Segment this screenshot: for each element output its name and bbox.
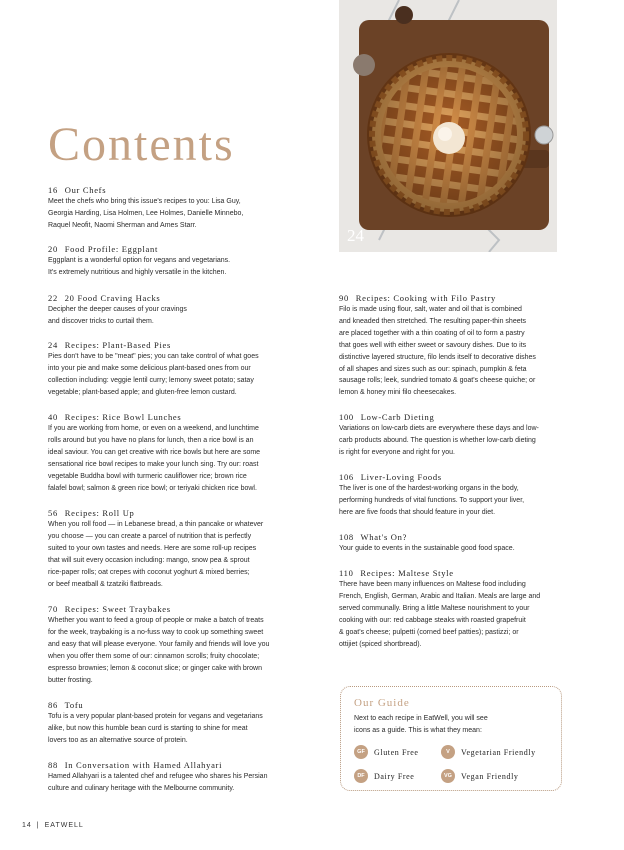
entry-heading: Recipes: Rice Bowl Lunches bbox=[64, 412, 182, 422]
entry-heading: 20 Food Craving Hacks bbox=[64, 293, 161, 303]
photo-page-number: 24 bbox=[347, 226, 364, 245]
guide-item-label: Gluten Free bbox=[374, 747, 419, 757]
entry-heading: Recipes: Roll Up bbox=[64, 508, 135, 518]
toc-entry[interactable] bbox=[339, 292, 589, 399]
entry-number: 86 bbox=[48, 700, 58, 710]
toc-entry[interactable] bbox=[48, 603, 298, 686]
entry-description: Pies don't have to be "meat" pies; you can take control of what goes into your pie and make some delicious plant-based ones from our collection including: veggie lentil curry; lemony sweet potato; satay vegetable; plant-based apple; and gluten-free lemon custard. bbox=[48, 353, 259, 396]
guide-item-label: Dairy Free bbox=[374, 771, 415, 781]
guide-description: Next to each recipe in EatWell, you will see icons as a guide. This is what they mean: bbox=[354, 715, 488, 734]
entry-description: Eggplant is a wonderful option for vegans and vegetarians. It's extremely nutritious and highly versatile in the kitchen. bbox=[48, 257, 231, 276]
guide-item-vegetarian-friendly bbox=[441, 745, 536, 759]
entry-description: The liver is one of the hardest-working organs in the body, performing hundreds of vital functions. To support your liver, here are five foods that should feature in your diet. bbox=[339, 485, 525, 516]
toc-entry[interactable] bbox=[339, 411, 589, 459]
guide-item-label: Vegan Friendly bbox=[461, 771, 519, 781]
guide-item-label: Vegetarian Friendly bbox=[461, 747, 536, 757]
entry-heading: Food Profile: Eggplant bbox=[64, 244, 159, 254]
entry-heading: Recipes: Cooking with Filo Pastry bbox=[355, 293, 496, 303]
guide-title: Our Guide bbox=[354, 697, 410, 709]
entry-number: 108 bbox=[339, 532, 354, 542]
entry-heading: In Conversation with Hamed Allahyari bbox=[64, 760, 223, 770]
entry-number: 20 bbox=[48, 244, 58, 254]
toc-entry[interactable] bbox=[339, 471, 589, 519]
entry-description: Decipher the deeper causes of your cravings and discover tricks to curtail them. bbox=[48, 306, 187, 325]
pie-photo bbox=[339, 0, 557, 252]
entry-heading: Tofu bbox=[64, 700, 84, 710]
guide-item-vegan-friendly bbox=[441, 769, 519, 783]
entry-number: 90 bbox=[339, 293, 349, 303]
entry-description: If you are working from home, or even on a weekend, and lunchtime rolls around but you have no plans for lunch, then a rice bowl is an ideal saviour. You can get creative with rice bowls but here are some sensational rice bowl recipes to make your lunch sing. Try our: roast vegetable Buddha bowl with turmeric cauliflower rice; brown rice falafel bowl; salmon & green rice bowl; or teriyaki chicken rice bowl. bbox=[48, 425, 261, 492]
entry-number: 16 bbox=[48, 185, 58, 195]
toc-entry[interactable] bbox=[48, 699, 298, 747]
entry-heading: Recipes: Sweet Traybakes bbox=[64, 604, 171, 614]
toc-entry[interactable] bbox=[48, 339, 298, 399]
toc-entry[interactable] bbox=[339, 531, 589, 555]
entry-number: 24 bbox=[48, 340, 58, 350]
vegan-icon: VG bbox=[441, 769, 455, 783]
entry-number: 70 bbox=[48, 604, 58, 614]
entry-number: 88 bbox=[48, 760, 58, 770]
page-number: 14 bbox=[22, 822, 32, 829]
toc-entry[interactable] bbox=[48, 292, 298, 328]
entry-heading: Recipes: Plant-Based Pies bbox=[64, 340, 171, 350]
gluten-free-icon: GF bbox=[354, 745, 368, 759]
toc-entry[interactable] bbox=[48, 411, 298, 494]
toc-entry[interactable] bbox=[48, 243, 298, 279]
entry-heading: Liver-Loving Foods bbox=[360, 472, 442, 482]
our-guide-box bbox=[340, 686, 562, 791]
entry-description: There have been many influences on Maltese food including French, English, German, Arabic and Italian. Meals are large and served communally. Bring a little Maltese nourishment to your cooking with our: red cabbage steaks with roasted grapefruit & goat's cheese; pulpetti (corned beef patties); pastizzi; or ottijiet (spiced shortbread). bbox=[339, 581, 541, 648]
dairy-free-icon: DF bbox=[354, 769, 368, 783]
entry-number: 100 bbox=[339, 412, 354, 422]
footer-separator: | bbox=[36, 822, 40, 829]
page-title: Contents bbox=[48, 118, 235, 171]
pie-illustration bbox=[339, 0, 557, 252]
toc-entry[interactable] bbox=[48, 507, 298, 590]
entry-number: 56 bbox=[48, 508, 58, 518]
entry-description: When you roll food — in Lebanese bread, a thin pancake or whatever you choose — you can create a parcel of nutrition that is perfectly suited to your own tastes and needs. Here are some roll-up recipes that will suit every occasion including: mango, snow pea & sprout rice-paper rolls; oat crepes with coconut yoghurt & mixed berries; or beef meatball & tzatziki flatbreads. bbox=[48, 521, 264, 588]
vegetarian-icon: V bbox=[441, 745, 455, 759]
entry-description: Meet the chefs who bring this issue's recipes to you: Lisa Guy, Georgia Harding, Lisa Holmen, Lee Holmes, Danielle Minnebo, Raquel Neofit, Naomi Sherman and Ames Starr. bbox=[48, 198, 244, 229]
entry-number: 40 bbox=[48, 412, 58, 422]
entry-description: Filo is made using flour, salt, water and oil that is combined and kneaded then stretched. The resulting paper-thin sheets are placed together with a thin coating of oil to form a pastry that goes well with either sweet or savoury dishes. Due to its distinctive layered structure, filo lends itself to decorative dishes of all shapes and sizes such as our: spinach, pumpkin & feta sausage rolls; leek, sundried tomato & goat's cheese quiche; or lemon & honey mini filo cheesecakes. bbox=[339, 306, 536, 397]
toc-entry[interactable] bbox=[48, 759, 298, 795]
entry-description: Hamed Allahyari is a talented chef and refugee who shares his Persian culture and culinary heritage with the Melbourne community. bbox=[48, 773, 268, 792]
page-footer bbox=[22, 822, 84, 829]
entry-number: 106 bbox=[339, 472, 354, 482]
entry-number: 22 bbox=[48, 293, 58, 303]
entry-description: Variations on low-carb diets are everywhere these days and low- carb products abound. The question is whether low-carb dieting is right for everyone and right for you. bbox=[339, 425, 539, 456]
entry-heading: Our Chefs bbox=[64, 185, 107, 195]
entry-description: Your guide to events in the sustainable good food space. bbox=[339, 545, 515, 552]
entry-heading: What's On? bbox=[360, 532, 408, 542]
entry-number: 110 bbox=[339, 568, 354, 578]
toc-entry[interactable] bbox=[48, 184, 298, 232]
toc-entry[interactable] bbox=[339, 567, 589, 650]
entry-heading: Recipes: Maltese Style bbox=[360, 568, 454, 578]
entry-heading: Low-Carb Dieting bbox=[360, 412, 435, 422]
guide-item-dairy-free bbox=[354, 769, 414, 783]
entry-description: Tofu is a very popular plant-based protein for vegans and vegetarians alike, but now this humble bean curd is starting to shine for meat lovers too as an alternative source of protein. bbox=[48, 713, 263, 744]
magazine-name: EATWELL bbox=[44, 822, 84, 829]
guide-item-gluten-free bbox=[354, 745, 419, 759]
entry-description: Whether you want to feed a group of people or make a batch of treats for the week, traybaking is a no-fuss way to cook up something sweet and easy that will please everyone. Your family and friends will love you when you offer them some of our: cinnamon scrolls; fruity chocolate; espresso brownies; lemon & coconut slice; or ginger cake with brown butter frosting. bbox=[48, 617, 270, 684]
